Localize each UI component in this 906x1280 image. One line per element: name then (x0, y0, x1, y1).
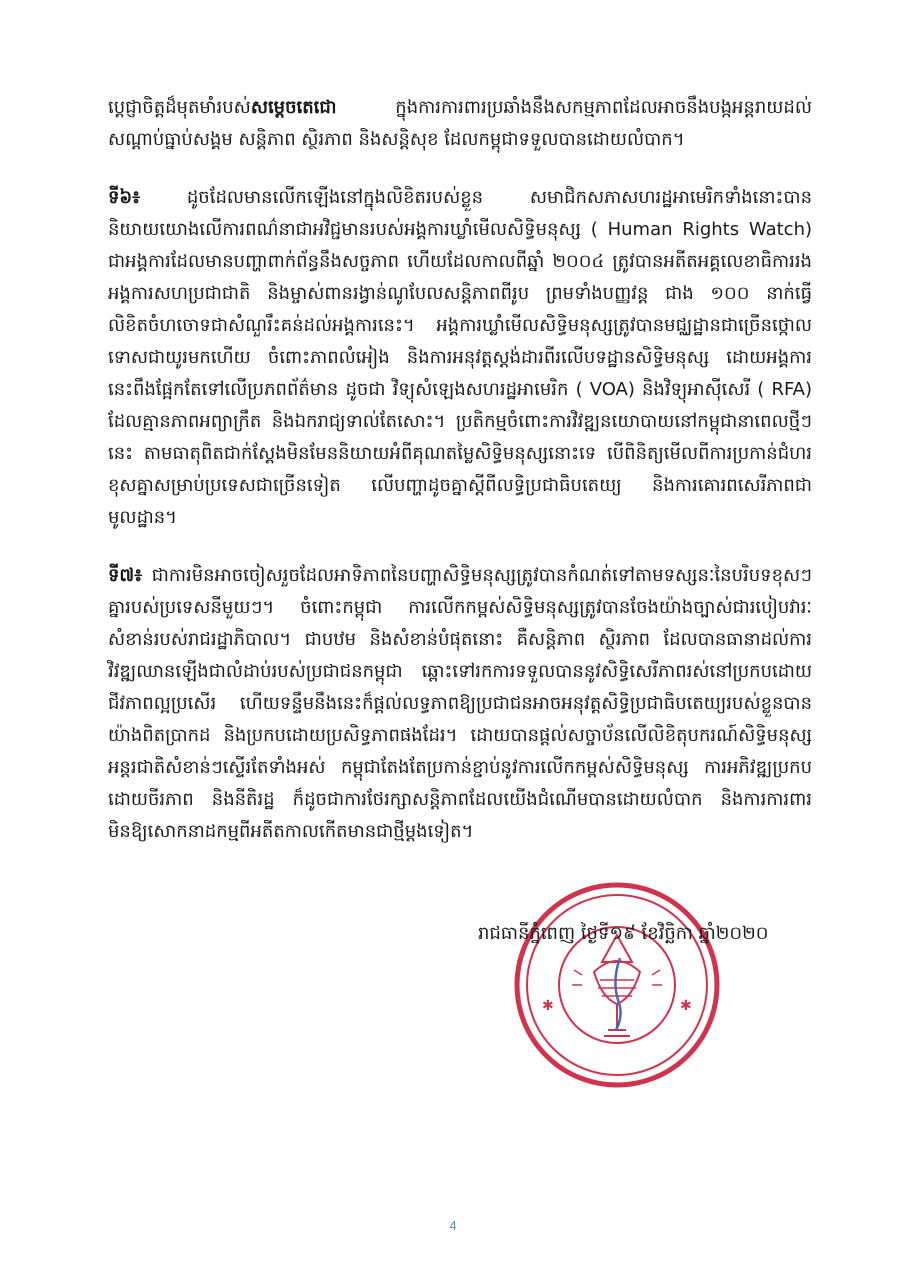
paragraph-text: ប្ដេជ្ញាចិត្តដ៏មុតមាំរបស់ (108, 97, 251, 118)
paragraph-label: ទី៦៖ (108, 187, 141, 208)
place-and-date: រាជធានីភ្នំពេញ ថ្ងៃទី១៩ ខែវិច្ឆិកា ឆ្នាំ២០២០ (478, 923, 769, 944)
paragraph-intro (108, 92, 812, 156)
paragraph-label: ទី៧៖ (108, 565, 143, 586)
paragraph-text: ជាការមិនអាចចៀសរួចដែលអាទិភាពនៃបញ្ហាសិទ្ធិមនុស្សត្រូវបានកំណត់ទៅតាមទស្សនៈនៃបរិបទខុសៗគ្នារបស់ប្រទេសនីមួយៗ។ ចំពោះកម្ពុជា ការលើកកម្ពស់សិទ្ធិមនុស្សត្រូវបានចែងយ៉ាងច្បាស់ជារបៀបវារៈសំខាន់របស់រាជរដ្ឋាភិបាល។ ជាបឋម និងសំខាន់បំផុតនោះ គឺសន្តិភាព ស្ថិរភាព ដែលបានធានាដល់ការវិវឌ្ឍឈានឡើងជាលំដាប់របស់ប្រជាជនកម្ពុជា ឆ្ពោះទៅរកការទទួលបាននូវសិទ្ធិសេរីភាពរស់នៅប្រកបដោយជីវភាពល្អប្រសើរ ហើយទន្ទឹមនឹងនេះក៏ផ្ដល់លទ្ធភាពឱ្យប្រជាជនអាចអនុវត្តសិទ្ធិប្រជាធិបតេយ្យរបស់ខ្លួនបានយ៉ាងពិតប្រាកដ និងប្រកបដោយប្រសិទ្ធភាពផងដែរ។ ដោយបានផ្ដល់សច្ចាប័នលើលិខិតុបករណ៍សិទ្ធិមនុស្សអន្តរជាតិសំខាន់ៗស្ទើរតែទាំងអស់ កម្ពុជាតែងតែប្រកាន់ខ្ជាប់នូវការលើកកម្ពស់សិទ្ធិមនុស្ស ការអភិវឌ្ឍប្រកបដោយចីរភាព និងនីតិរដ្ឋ ក៏ដូចជាការថែរក្សាសន្តិភាពដែលយើងជំណើមបានដោយលំបាក និងការការពារមិនឱ្យសោកនាដកម្មពីអតីតកាលកើតមានជាថ្មីម្ដងទៀត។ (108, 565, 812, 842)
paragraph-6 (108, 182, 812, 534)
emphasized-name: សម្តេចតេជោ (250, 97, 337, 118)
document-body (108, 92, 812, 874)
paragraph-7 (108, 560, 812, 848)
svg-text:✱: ✱ (542, 998, 554, 1014)
svg-text:✱: ✱ (680, 998, 692, 1014)
paragraph-text: ក្នុងការការពារប្រឆាំងនឹងសកម្មភាពដែលអាចនឹងបង្កអន្តរាយដល់សណ្ដាប់ធ្នាប់សង្គម សន្តិភាព ស្ថិរភាព និងសន្តិសុខ ដែលកម្ពុជាទទួលបានដោយលំបាក។ (108, 97, 812, 150)
official-seal-icon (512, 880, 722, 1090)
page-number: 4 (449, 1218, 457, 1233)
paragraph-text: ដូចដែលមានលើកឡើងនៅក្នុងលិខិតរបស់ខ្លួន សមាជិកសភាសហរដ្ឋអាមេរិកទាំងនោះបាននិយាយយោងលើការពណ៌នាជាអវិជ្ជមានរបស់អង្គការឃ្លាំមើលសិទ្ធិមនុស្ស ( Human Rights Watch) ជាអង្គការដែលមានបញ្ហាពាក់ព័ន្ធនឹងសច្ចភាព ហើយដែលកាលពីឆ្នាំ ២០០៤ ត្រូវបានអតីតអគ្គលេខាធិការរងអង្គការសហប្រជាជាតិ និងម្ចាស់ពានរង្វាន់ណូបែលសន្តិភាពពីរូប ព្រមទាំងបញ្ញវន្ត ជាង ១០០ នាក់ធ្វើលិខិតចំហចោទជាសំណួរឹះគន់ដល់អង្គការនេះ។ អង្គការឃ្លាំមើលសិទ្ធិមនុស្សត្រូវបានមជ្ឈដ្ឋានជាច្រើនថ្កោលទោសជាយូរមកហើយ ចំពោះភាពលំអៀង និងការអនុវត្តស្តង់ដារពីរលើបទដ្ឋានសិទ្ធិមនុស្ស ដោយអង្គការនេះពឹងផ្អែកតែទៅលើប្រភពព័ត៌មាន ដូចជា វិទ្យុសំឡេងសហរដ្ឋអាមេរិក ( VOA) និងវិទ្យុអាស៊ីសេរី ( RFA) ដែលគ្មានភាពអព្យាក្រឹត និងឯករាជ្យទាល់តែសោះ។ ប្រតិកម្មចំពោះការវិវឌ្ឍនយោបាយនៅកម្ពុជានាពេលថ្មីៗនេះ តាមធាតុពិតជាក់ស្ដែងមិនមែននិយាយអំពីគុណតម្លៃសិទ្ធិមនុស្សនោះទេ បើពិនិត្យមើលពីការប្រកាន់ជំហរខុសគ្នាសម្រាប់ប្រទេសជាច្រើនទៀត លើបញ្ហាដូចគ្នាស្តីពីលទ្ធិប្រជាធិបតេយ្យ និងការគោរពសេរីភាពជាមូលដ្ឋាន។ (108, 187, 812, 528)
